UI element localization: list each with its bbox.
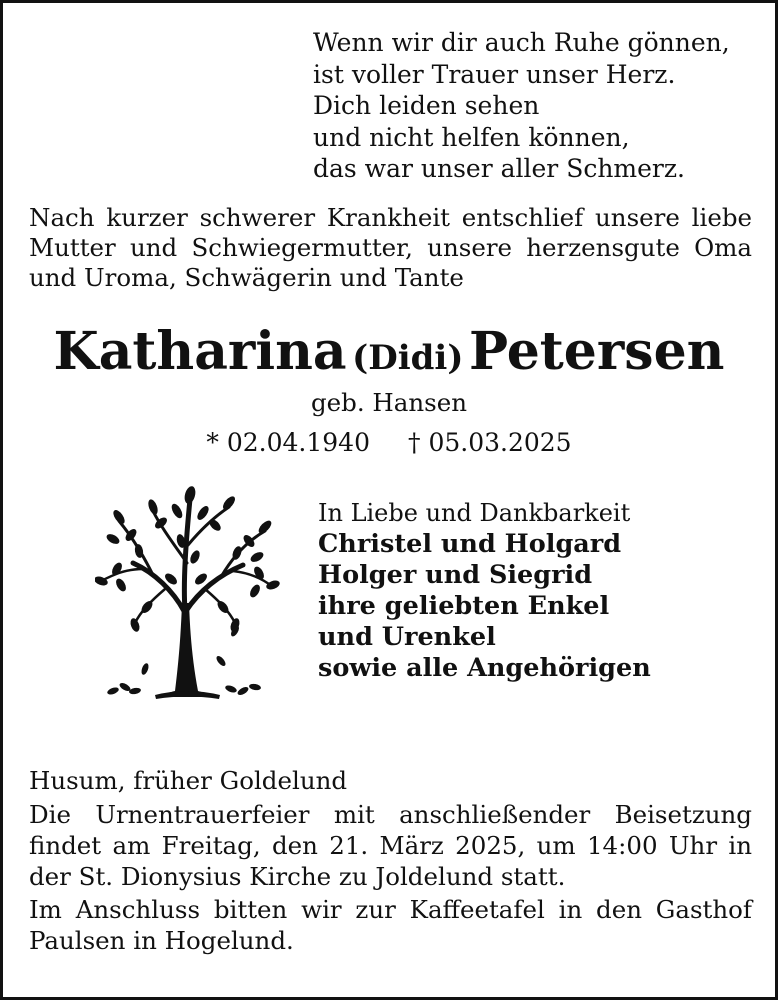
location: Husum, früher Goldelund (29, 766, 348, 795)
poem-line: ist voller Trauer unser Herz. (313, 59, 676, 89)
death-date: † 05.03.2025 (408, 428, 572, 457)
family-line: Christel und Holgard (318, 529, 622, 559)
nickname: (Didi) (352, 338, 464, 378)
poem-line: Dich leiden sehen (313, 91, 540, 120)
ceremony-info: Die Urnentrauerfeier mit anschließender Beisetzung findet am Freitag, den 21. März 2025, um 14:00 Uhr in der St. Dionysius Kirche zu Joldelund statt. (29, 800, 752, 891)
signoff (318, 497, 651, 684)
ceremony-details (29, 765, 752, 956)
deceased-name (3, 321, 775, 382)
life-dates (3, 428, 775, 457)
poem-line: das war unser aller Schmerz. (313, 154, 685, 183)
birth-name: geb. Hansen (310, 388, 468, 417)
birth-date: * 02.04.1940 (206, 428, 370, 457)
family-line: sowie alle Angehörigen (318, 653, 651, 683)
tree-icon (95, 481, 280, 711)
reception-info: Im Anschluss bitten wir zur Kaffeetafel in den Gasthof Paulsen in Hogelund. (29, 895, 752, 955)
intro-text: Nach kurzer schwerer Krankheit entschlief unsere liebe Mutter und Schwiegermutter, unsere herzensgute Oma und Uroma, Schwägerin und Tante (29, 203, 752, 292)
poem (313, 27, 730, 185)
first-name: Katharina (53, 321, 347, 382)
family-line: ihre geliebten Enkel (318, 591, 610, 621)
last-name: Petersen (469, 321, 725, 382)
signoff-lead: In Liebe und Dankbarkeit (318, 499, 631, 527)
family-line: Holger und Siegrid (318, 560, 593, 590)
family-line: und Urenkel (318, 622, 496, 652)
poem-line: Wenn wir dir auch Ruhe gönnen, (313, 28, 730, 57)
poem-line: und nicht helfen können, (313, 122, 630, 152)
